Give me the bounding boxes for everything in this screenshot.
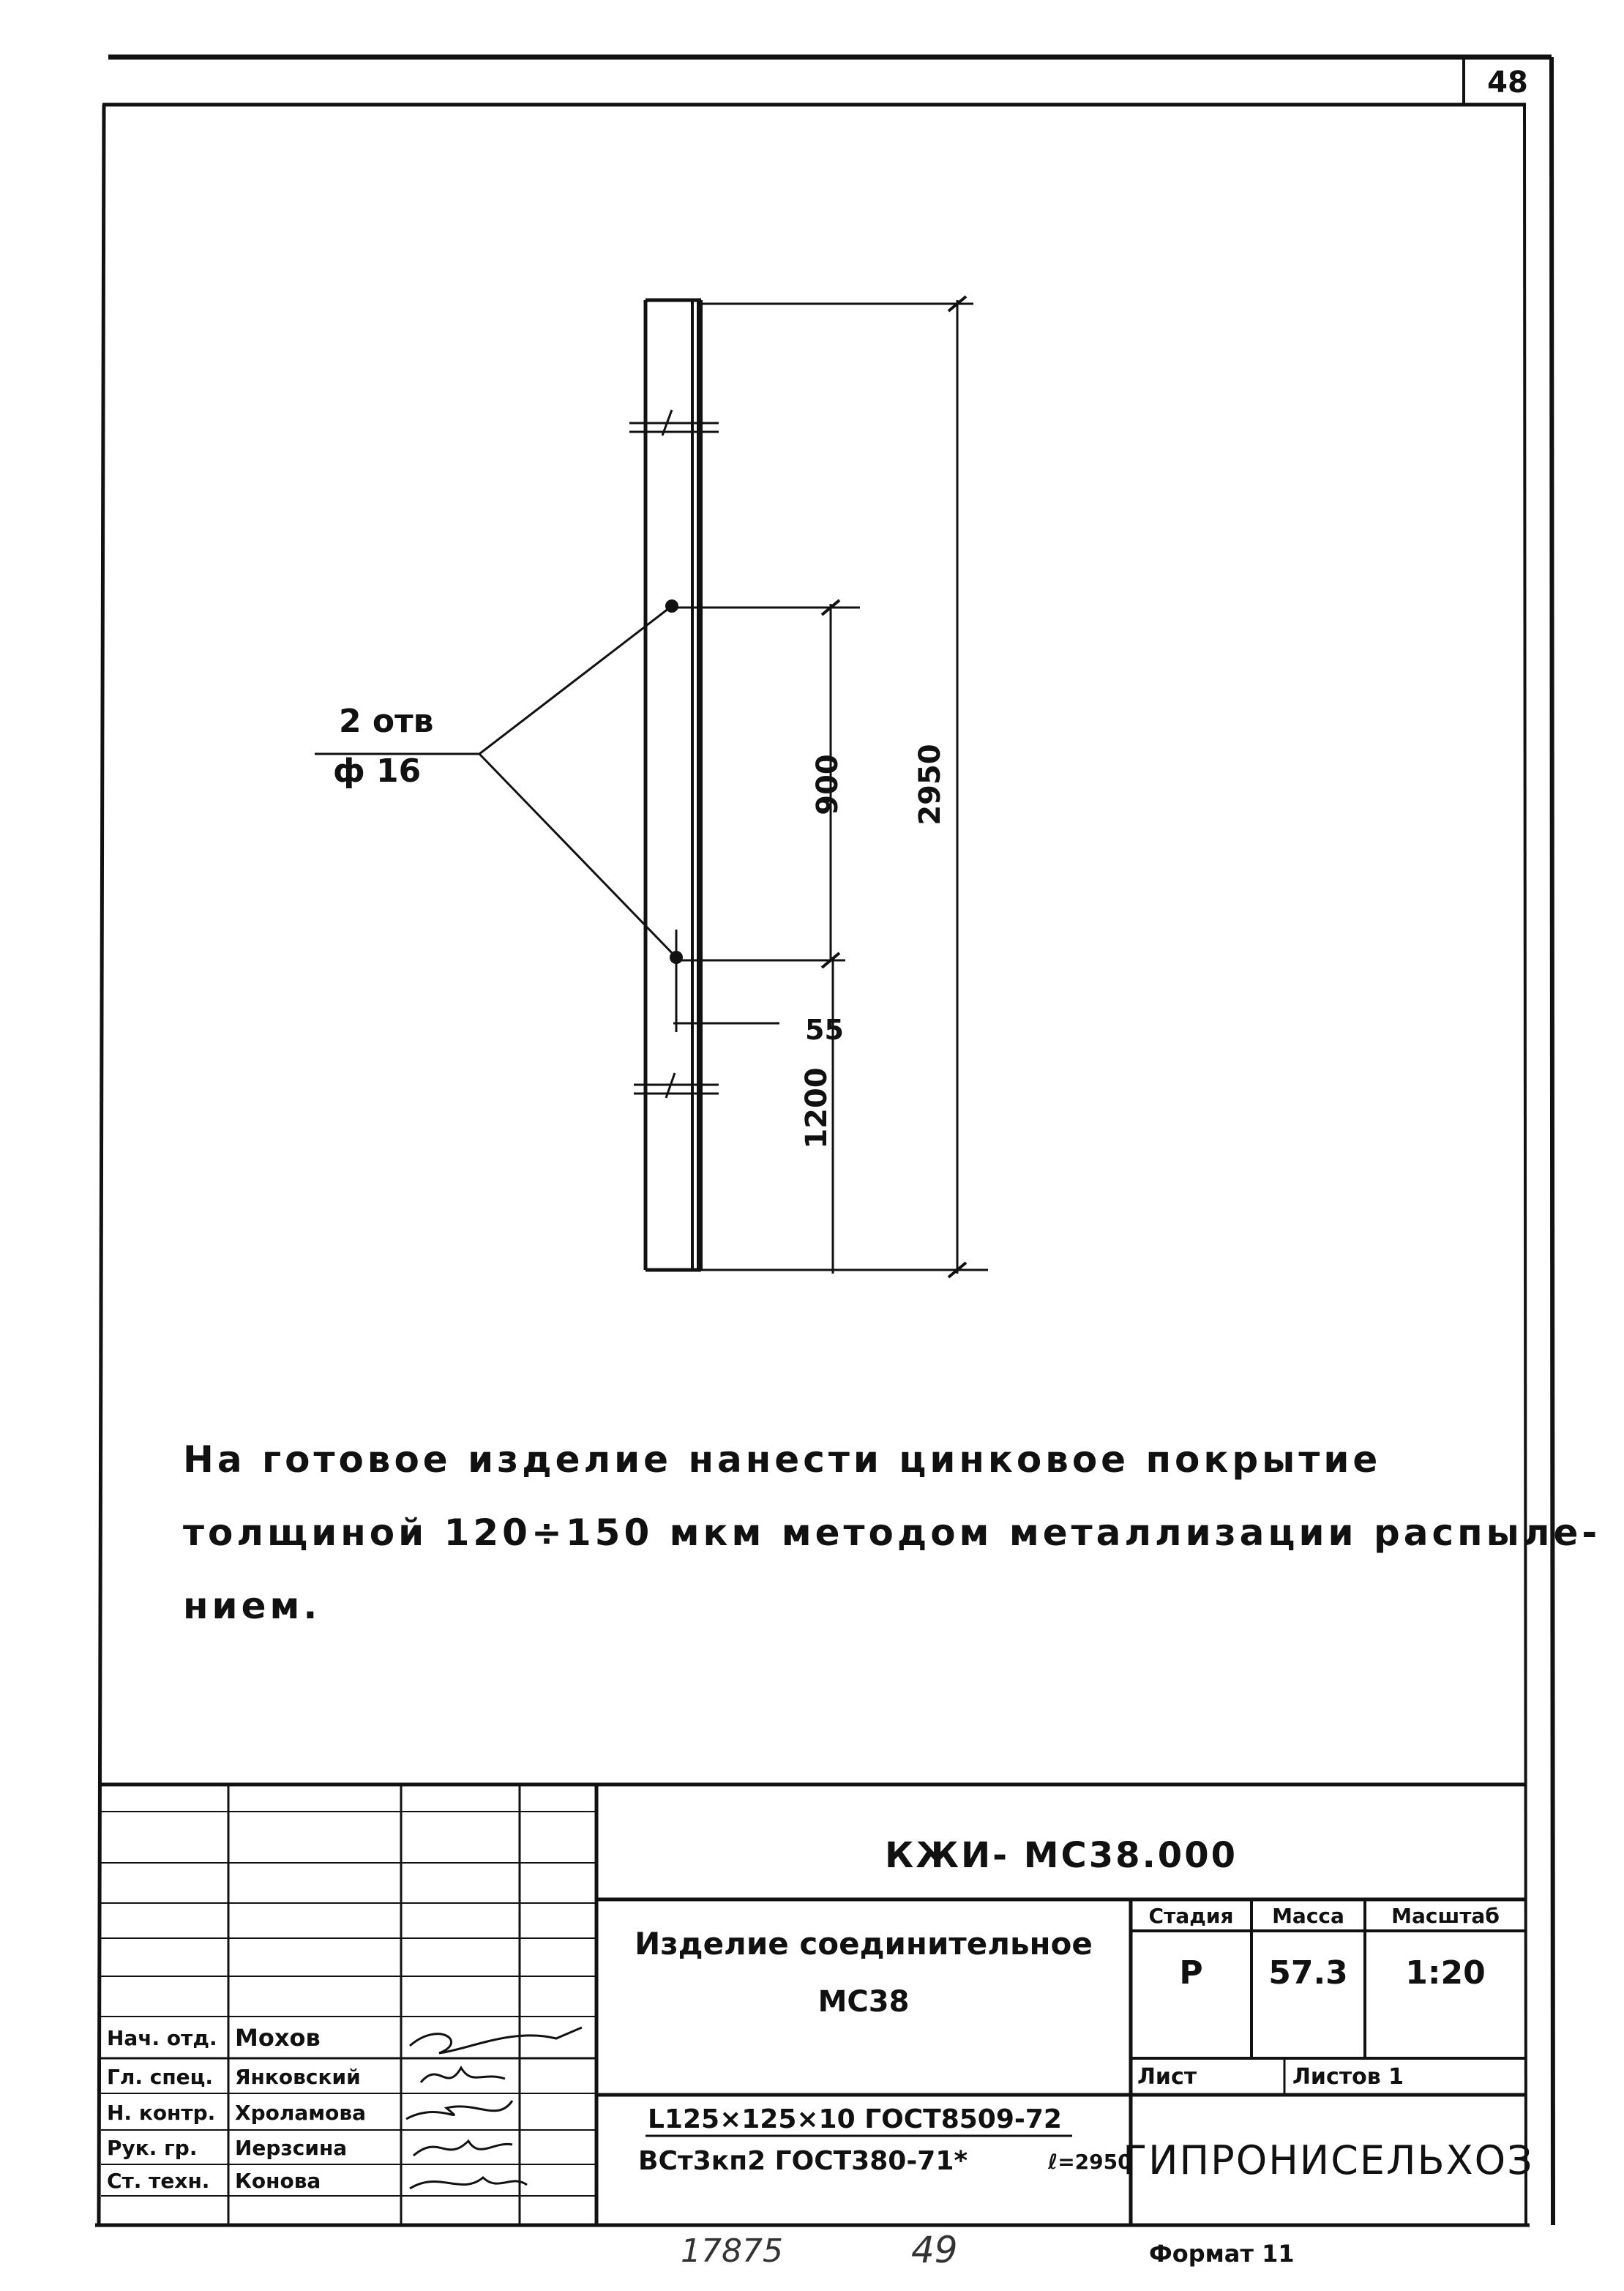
format-label: Формат 11 (1149, 2240, 1295, 2268)
signature-name: Янковский (235, 2064, 361, 2089)
material-profile: L125×125×10 ГОСТ8509-72 (648, 2104, 1062, 2134)
dimension-1200: 1200 (800, 1067, 834, 1149)
dimension-2950: 2950 (913, 744, 947, 826)
note-line-1: На готовое изделие нанести цинковое покрытие (183, 1438, 1382, 1481)
dimension-55: 55 (805, 1014, 844, 1046)
angle-profile (629, 300, 719, 1270)
signature-role: Н. контр. (107, 2100, 216, 2125)
sheet-number: 48 (1487, 66, 1528, 100)
page-number: 49 (911, 2229, 958, 2271)
mass-value: 57.3 (1268, 1954, 1348, 1992)
frame-outer-right-line (1552, 57, 1553, 2225)
product-mark: МС38 (817, 1985, 910, 2019)
signature-name: Иерзсина (235, 2136, 348, 2160)
scale-value: 1:20 (1405, 1954, 1486, 1992)
length-value: ℓ=2950 (1048, 2150, 1132, 2174)
signature-role: Нач. отд. (107, 2025, 217, 2050)
signature-name: Хрoламова (235, 2100, 367, 2125)
organization-name: ГИПРОНИСЕЛЬХОЗ (1123, 2137, 1534, 2183)
document-code: КЖИ- МС38.000 (884, 1835, 1238, 1876)
signature-name: Мохов (235, 2024, 321, 2052)
signature-role: Гл. спец. (107, 2064, 214, 2089)
scale-header: Масштаб (1391, 1904, 1500, 1928)
stage-value: Р (1179, 1954, 1203, 1992)
sheet-label: Лист (1137, 2063, 1197, 2090)
frame-left-line (99, 105, 104, 2225)
product-name: Изделие соединительное (635, 1925, 1093, 1962)
signature-role: Ст. техн. (107, 2169, 210, 2193)
note-line-3: нием. (183, 1585, 321, 1627)
holes-diameter-label: ф 16 (333, 752, 422, 790)
signature-name: Конова (235, 2169, 321, 2193)
holes-count-label: 2 отв (339, 703, 434, 740)
mass-header: Масса (1272, 1904, 1344, 1928)
material-steel: ВСт3кп2 ГОСТ380-71* (638, 2146, 968, 2176)
inventory-number: 17875 (681, 2232, 783, 2270)
sheets-label: Листов 1 (1292, 2063, 1404, 2090)
signature-role: Рук. гр. (107, 2136, 198, 2160)
note-line-2: толщиной 120÷150 мкм методом металлизации распыле- (183, 1511, 1601, 1554)
stage-header: Стадия (1148, 1904, 1234, 1928)
dimension-900: 900 (811, 754, 845, 815)
